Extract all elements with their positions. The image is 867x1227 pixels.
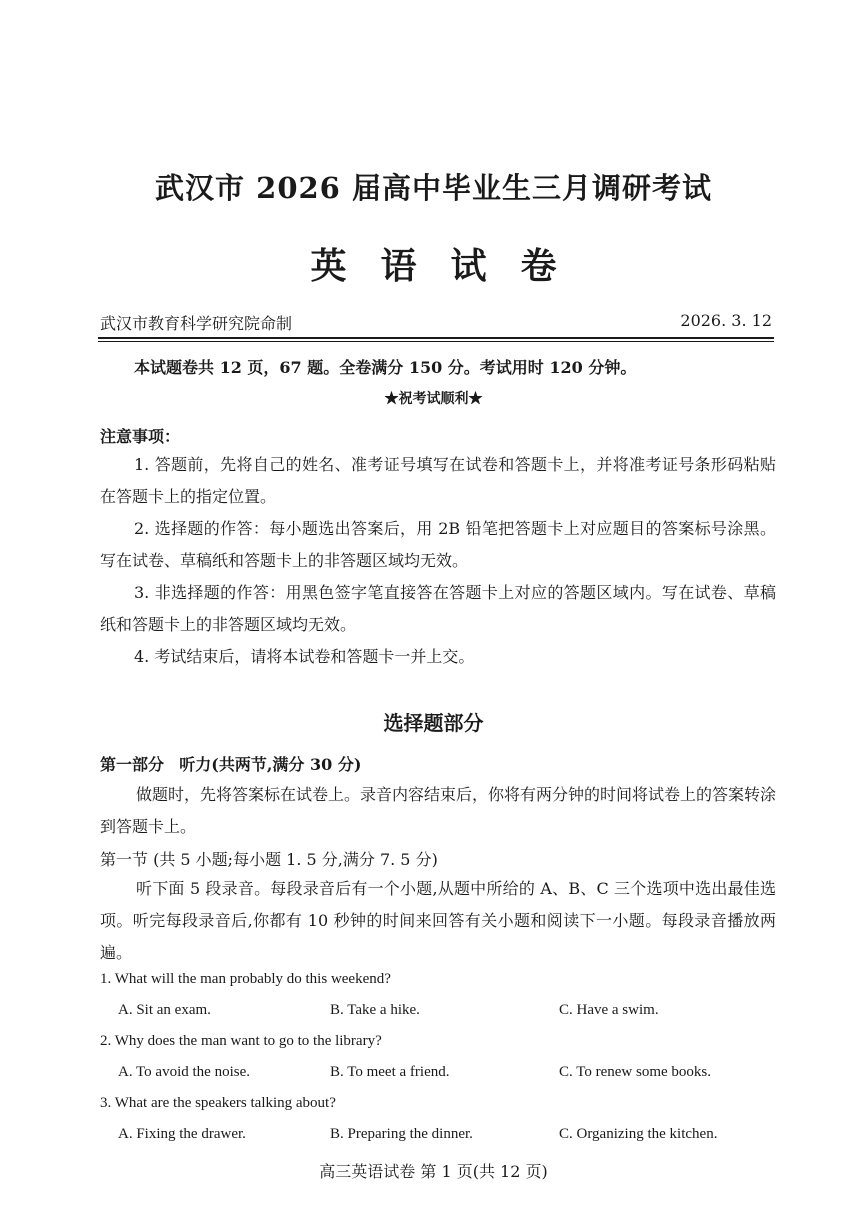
part-instruction: 做题时，先将答案标在试卷上。录音内容结束后，你将有两分钟的时间将试卷上的答案转涂到答题卡上。 [100, 785, 777, 836]
question-stem: 2. Why does the man want to go to the library? [100, 1033, 382, 1049]
option-b: B. Take a hike. [330, 1002, 420, 1018]
option-b: B. To meet a friend. [330, 1064, 450, 1080]
exam-title: 武汉市 2026 届高中毕业生三月调研考试 [155, 171, 712, 205]
question-stem: 1. What will the man probably do this weekend? [100, 971, 391, 987]
option-c: C. Organizing the kitchen. [559, 1126, 718, 1142]
good-luck-banner: ★祝考试顺利★ [384, 391, 483, 407]
section-heading: 第一节 (共 5 小题;每小题 1. 5 分,满分 7. 5 分) [100, 850, 438, 869]
header-rule-thin [98, 341, 774, 342]
part-title: 听力(共两节,满分 30 分) [179, 755, 362, 774]
header-rule [98, 337, 774, 339]
option-a: A. Fixing the drawer. [118, 1126, 246, 1142]
option-b: B. Preparing the dinner. [330, 1126, 473, 1142]
page-footer: 高三英语试卷 第 1 页(共 12 页) [319, 1162, 548, 1181]
exam-subject: 英语试卷 [310, 245, 591, 287]
part-label: 第一部分 [100, 755, 165, 774]
section-title: 选择题部分 [383, 711, 484, 735]
notice-item: 1. 答题前，先将自己的姓名、准考证号填写在试卷和答题卡上，并将准考证号条形码粘贴在答题卡上的指定位置。 [100, 455, 776, 506]
option-c: C. Have a swim. [559, 1002, 659, 1018]
section-instruction: 听下面 5 段录音。每段录音后有一个小题,从题中所给的 A、B、C 三个选项中选出最佳选项。听完每段录音后,你都有 10 秒钟的时间来回答有关小题和阅读下一小题。每段录音播放两遍。 [100, 879, 776, 962]
option-c: C. To renew some books. [559, 1064, 711, 1080]
part-heading [100, 752, 361, 775]
publisher: 武汉市教育科学研究院命制 [100, 314, 293, 333]
question-stem: 3. What are the speakers talking about? [100, 1095, 336, 1111]
notice-item: 3. 非选择题的作答：用黑色签字笔直接答在答题卡上对应的答题区域内。写在试卷、草稿纸和答题卡上的非答题区域均无效。 [100, 583, 776, 634]
exam-date: 2026. 3. 12 [680, 311, 772, 330]
option-a: A. To avoid the noise. [118, 1064, 250, 1080]
notice-item: 2. 选择题的作答：每小题选出答案后，用 2B 铅笔把答题卡上对应题目的答案标号涂黑。写在试卷、草稿纸和答题卡上的非答题区域均无效。 [100, 519, 776, 570]
notice-item: 4. 考试结束后，请将本试卷和答题卡一并上交。 [134, 647, 475, 666]
option-a: A. Sit an exam. [118, 1002, 211, 1018]
exam-intro: 本试题卷共 12 页，67 题。全卷满分 150 分。考试用时 120 分钟。 [134, 358, 637, 377]
notice-title: 注意事项： [100, 427, 181, 446]
